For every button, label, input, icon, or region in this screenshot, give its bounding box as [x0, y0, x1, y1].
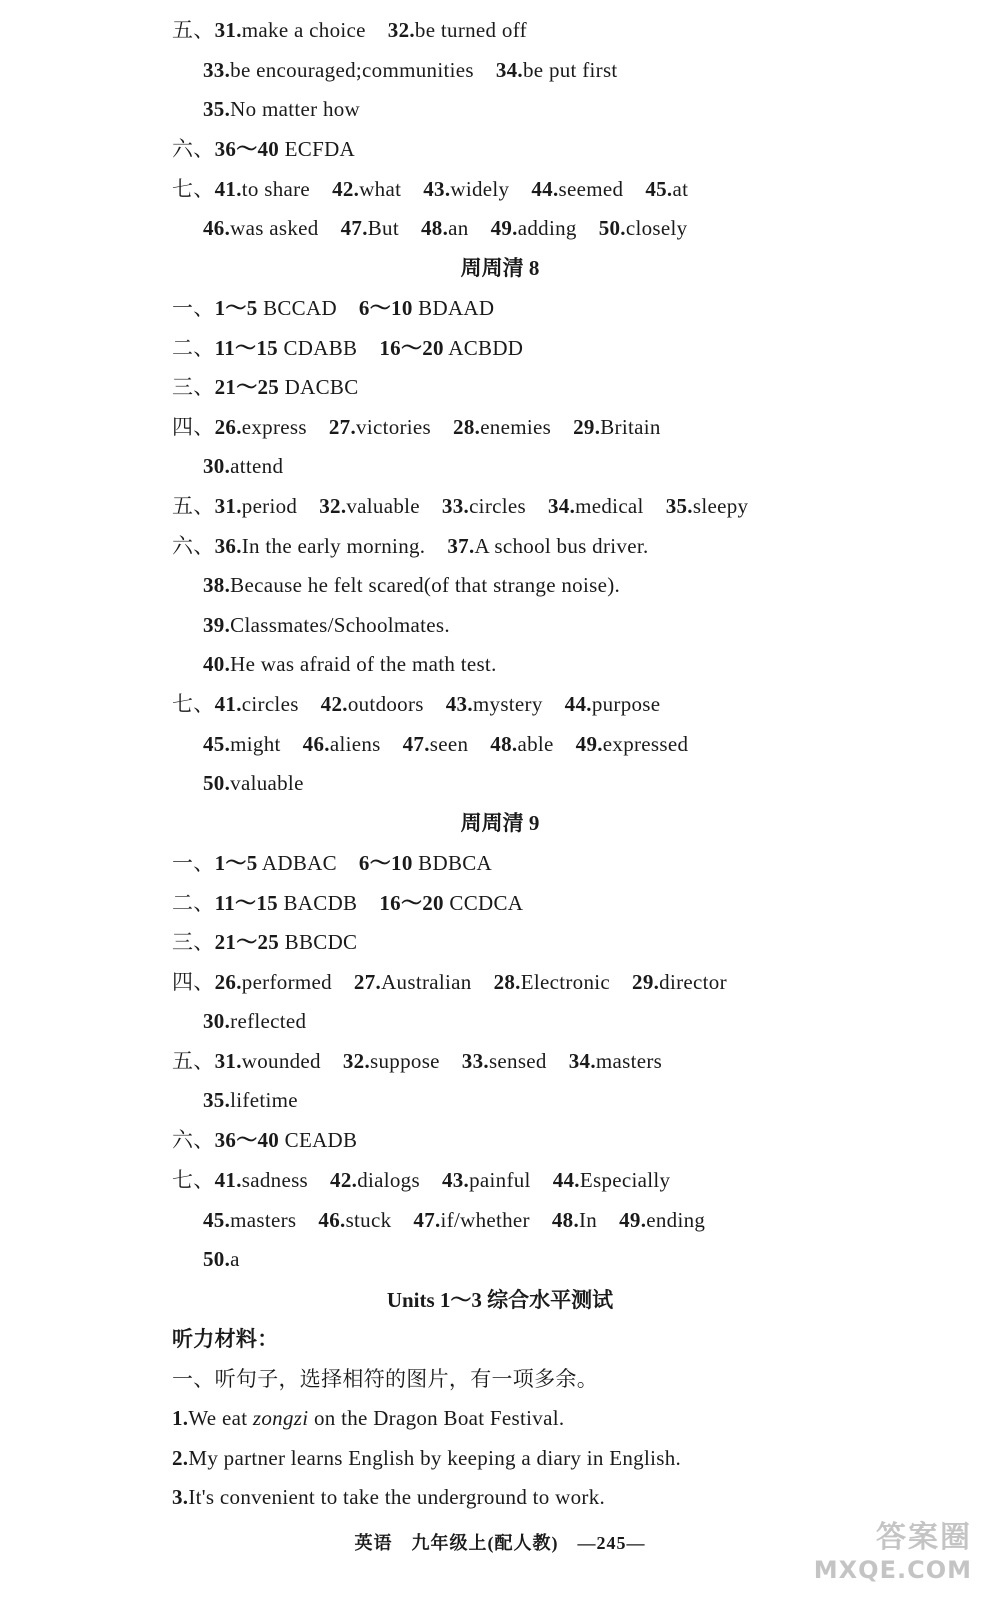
listening-label [172, 1324, 960, 1354]
answer-item [203, 570, 620, 600]
answer-text: express [241, 415, 307, 439]
answer-item [318, 1205, 391, 1235]
question-number: 50. [203, 1247, 231, 1271]
answer-item [203, 451, 283, 481]
question-section-prefix: 七、 [172, 1168, 215, 1192]
question-number: 44. [552, 1168, 580, 1192]
listening-sentence-1 [172, 1403, 960, 1433]
answer-text: adding [517, 216, 577, 240]
answer-text: painful [469, 1168, 531, 1192]
answer-line [172, 293, 960, 323]
question-number: 27. [353, 970, 382, 994]
listening-sentence-3 [172, 1482, 960, 1512]
question-number: 46. [318, 1208, 346, 1232]
answer-line [172, 491, 960, 521]
answer-item [666, 491, 749, 521]
answer-text: outdoors [347, 692, 424, 716]
answer-item [388, 15, 527, 45]
answer-text: BBCDC [279, 930, 358, 954]
question-number: 45. [645, 177, 673, 201]
sentence-text: on the Dragon Boat Festival. [308, 1406, 565, 1430]
answer-text: able [517, 732, 554, 756]
watermark-url: MXQE.COM [813, 1556, 972, 1584]
answer-text: ACBDD [443, 336, 524, 360]
answer-text: In [579, 1208, 598, 1232]
answer-line [203, 610, 960, 640]
answer-text: DACBC [279, 375, 359, 399]
answer-text: CEADB [279, 1128, 358, 1152]
answer-text: enemies [480, 415, 552, 439]
watermark-logo-text: 答案圈 [876, 1520, 972, 1555]
answer-item [573, 412, 661, 442]
answer-text: ECFDA [279, 137, 356, 161]
answer-line [203, 649, 960, 679]
answer-item [215, 531, 426, 561]
answer-item [332, 174, 401, 204]
question-number: 29. [632, 970, 660, 994]
answer-item [203, 213, 319, 243]
answer-text: wounded [241, 1049, 321, 1073]
answer-item [379, 888, 523, 918]
question-number: 44. [564, 692, 592, 716]
answer-item [453, 412, 551, 442]
answer-line [203, 1006, 960, 1036]
answer-item [462, 1046, 547, 1076]
question-number: 31. [214, 1049, 242, 1073]
answer-line [172, 888, 960, 918]
sentence-number: 2. [172, 1446, 189, 1470]
answer-text: director [659, 970, 727, 994]
answer-text: BACDB [277, 891, 358, 915]
answer-line [172, 1125, 960, 1155]
question-number: 30. [203, 1009, 231, 1033]
answer-item [215, 927, 358, 957]
answer-text: dialogs [357, 1168, 420, 1192]
answer-line [203, 1205, 960, 1235]
answer-text: CCDCA [443, 891, 524, 915]
answer-line [172, 689, 960, 719]
question-number: 1～5 [214, 296, 258, 320]
answer-text: reflected [230, 1009, 307, 1033]
answer-text: masters [595, 1049, 663, 1073]
question-number: 41. [214, 1168, 242, 1192]
answer-text: valuable [230, 771, 304, 795]
question-number: 45. [203, 1208, 231, 1232]
answer-line [172, 134, 960, 164]
answer-item [215, 1165, 308, 1195]
answer-item [548, 491, 644, 521]
answer-item [215, 15, 366, 45]
question-number: 35. [665, 494, 693, 518]
answer-text: suppose [370, 1049, 440, 1073]
answer-text: closely [625, 216, 688, 240]
answer-line [203, 768, 960, 798]
answer-item [215, 888, 358, 918]
listening-label-text: 听力材料： [172, 1327, 279, 1351]
answer-text: make a choice [241, 18, 366, 42]
answer-text: CDABB [277, 336, 358, 360]
question-number: 11～15 [214, 336, 278, 360]
answer-item [215, 372, 359, 402]
question-number: 42. [330, 1168, 358, 1192]
answer-text: circles [241, 692, 299, 716]
question-section-prefix: 六、 [172, 534, 215, 558]
question-number: 36. [214, 534, 242, 558]
question-number: 11～15 [214, 891, 278, 915]
question-number: 32. [342, 1049, 371, 1073]
answer-item [491, 213, 577, 243]
question-number: 32. [319, 494, 347, 518]
answer-text: an [448, 216, 469, 240]
question-number: 49. [619, 1208, 647, 1232]
question-number: 33. [461, 1049, 489, 1073]
question-number: 28. [493, 970, 521, 994]
answer-item [203, 729, 281, 759]
answer-line [172, 15, 960, 45]
answer-text: stuck [345, 1208, 392, 1232]
answer-item [203, 1006, 306, 1036]
sentence-number: 1. [172, 1406, 189, 1430]
answer-text: period [241, 494, 298, 518]
answer-text: circles [469, 494, 526, 518]
question-number: 34. [547, 494, 576, 518]
answer-text: was asked [230, 216, 319, 240]
question-number: 37. [447, 534, 475, 558]
answer-text: BCCAD [257, 296, 337, 320]
sentence-number: 3. [172, 1485, 189, 1509]
question-section-prefix: 二、 [172, 336, 215, 360]
section-instruction-text: 一、听句子，选择相符的图片，有一项多余。 [172, 1367, 598, 1391]
answer-item [565, 689, 661, 719]
answer-text: expressed [602, 732, 689, 756]
question-number: 31. [214, 494, 242, 518]
section-instruction [172, 1364, 960, 1394]
answer-text: aliens [329, 732, 381, 756]
answer-item [413, 1205, 529, 1235]
question-number: 33. [441, 494, 470, 518]
question-number: 1～5 [214, 851, 258, 875]
answer-item [632, 967, 727, 997]
answer-line [172, 927, 960, 957]
answer-text: to share [241, 177, 311, 201]
question-number: 49. [575, 732, 603, 756]
question-number: 36～40 [214, 1128, 280, 1152]
question-number: 26. [214, 970, 242, 994]
question-number: 49. [490, 216, 518, 240]
question-number: 40. [203, 652, 231, 676]
answer-item [421, 213, 469, 243]
section-heading-units: Units 1～3 综合水平测试 [386, 1288, 614, 1312]
answer-item [446, 689, 543, 719]
question-number: 47. [340, 216, 368, 240]
question-number: 39. [203, 613, 231, 637]
answer-text: But [367, 216, 399, 240]
section-heading-week8: 周周清 8 [460, 256, 540, 280]
question-number: 47. [413, 1208, 441, 1232]
answer-text: Electronic [520, 970, 611, 994]
sentence-text: It's convenient to take the underground to work. [188, 1485, 606, 1509]
answer-text: if/whether [440, 1208, 530, 1232]
question-number: 6～10 [358, 851, 413, 875]
answer-text: Britain [600, 415, 661, 439]
answer-item [329, 412, 431, 442]
answer-text: ADBAC [257, 851, 337, 875]
answer-text: BDAAD [412, 296, 495, 320]
answer-line [203, 451, 960, 481]
answer-item [203, 1205, 296, 1235]
answer-item [343, 1046, 440, 1076]
answer-item [215, 333, 358, 363]
question-number: 26. [214, 415, 242, 439]
answer-item [379, 333, 523, 363]
answer-text: widely [450, 177, 510, 201]
answer-item [203, 649, 497, 679]
answer-text: Especially [579, 1168, 671, 1192]
answer-item [203, 1085, 298, 1115]
answer-text: at [672, 177, 689, 201]
answer-text: mystery [472, 692, 543, 716]
answer-item [203, 94, 360, 124]
answer-text: be turned off [414, 18, 527, 42]
question-section-prefix: 六、 [172, 1128, 215, 1152]
question-section-prefix: 五、 [172, 494, 215, 518]
answer-item [215, 1046, 321, 1076]
answer-text: be put first [522, 58, 618, 82]
answer-item [645, 174, 688, 204]
question-number: 43. [423, 177, 451, 201]
site-watermark [814, 1512, 972, 1584]
answer-line [172, 333, 960, 363]
question-number: 42. [320, 692, 348, 716]
question-number: 34. [568, 1049, 596, 1073]
question-number: 21～25 [214, 375, 280, 399]
answer-text: sadness [241, 1168, 309, 1192]
question-number: 48. [421, 216, 449, 240]
question-section-prefix: 六、 [172, 137, 215, 161]
answer-item [442, 491, 526, 521]
answer-text: performed [241, 970, 332, 994]
answer-text: ending [646, 1208, 706, 1232]
question-section-prefix: 一、 [172, 851, 215, 875]
question-number: 42. [332, 177, 360, 201]
answer-text: victories [356, 415, 432, 439]
answer-item [359, 848, 492, 878]
question-section-prefix: 七、 [172, 177, 215, 201]
answer-text: BDBCA [412, 851, 493, 875]
answer-line [203, 729, 960, 759]
answer-text: No matter how [230, 97, 361, 121]
question-number: 34. [495, 58, 523, 82]
answer-line [203, 1244, 960, 1274]
answer-item [576, 729, 689, 759]
question-number: 28. [453, 415, 481, 439]
answer-item [215, 491, 298, 521]
answer-item [442, 1165, 531, 1195]
answer-item [215, 848, 337, 878]
question-number: 43. [441, 1168, 470, 1192]
answer-text: sleepy [692, 494, 749, 518]
question-number: 21～25 [214, 930, 280, 954]
question-number: 27. [328, 415, 357, 439]
answer-item [203, 768, 304, 798]
answer-item [215, 412, 307, 442]
answer-item [599, 213, 688, 243]
question-number: 35. [203, 97, 231, 121]
question-number: 6～10 [358, 296, 413, 320]
question-number: 45. [203, 732, 231, 756]
answer-item [494, 967, 610, 997]
answer-line [203, 94, 960, 124]
answer-line [203, 55, 960, 85]
answer-text: Because he felt scared(of that strange noise). [230, 573, 621, 597]
answer-item [447, 531, 648, 561]
answer-text: what [359, 177, 402, 201]
answer-item [552, 1205, 597, 1235]
question-number: 48. [551, 1208, 579, 1232]
answer-item [203, 1244, 240, 1274]
question-number: 29. [573, 415, 601, 439]
answer-line [172, 1046, 960, 1076]
sentence-text: My partner learns English by keeping a diary in English. [188, 1446, 682, 1470]
answer-line [172, 412, 960, 442]
question-number: 16～20 [379, 336, 444, 360]
answer-text: valuable [346, 494, 420, 518]
question-section-prefix: 四、 [172, 415, 215, 439]
page-footer: 英语 九年级上(配人教) —245— [354, 1533, 646, 1553]
question-number: 46. [203, 216, 231, 240]
answer-line [172, 848, 960, 878]
answer-line [172, 174, 960, 204]
answer-text: a [230, 1247, 240, 1271]
answer-item [215, 293, 337, 323]
answer-text: A school bus driver. [474, 534, 649, 558]
question-number: 44. [531, 177, 559, 201]
answer-text: seemed [558, 177, 624, 201]
answer-item [490, 729, 553, 759]
answer-text: might [230, 732, 281, 756]
answer-item [319, 491, 420, 521]
answer-text: Classmates/Schoolmates. [230, 613, 450, 637]
answer-text: In the early morning. [241, 534, 426, 558]
question-number: 43. [445, 692, 473, 716]
answer-item [553, 1165, 671, 1195]
question-number: 50. [598, 216, 626, 240]
question-section-prefix: 五、 [172, 18, 215, 42]
answer-item [321, 689, 424, 719]
question-section-prefix: 一、 [172, 296, 215, 320]
question-section-prefix: 五、 [172, 1049, 215, 1073]
answer-item [215, 174, 310, 204]
answer-line [172, 967, 960, 997]
answer-text: seen [429, 732, 469, 756]
answer-text: masters [230, 1208, 297, 1232]
sentence-text: We eat [188, 1406, 253, 1430]
question-number: 31. [214, 18, 242, 42]
answer-item [215, 967, 332, 997]
question-section-prefix: 二、 [172, 891, 215, 915]
answer-line [203, 570, 960, 600]
answer-line [172, 1165, 960, 1195]
question-section-prefix: 三、 [172, 375, 215, 399]
question-number: 33. [203, 58, 231, 82]
question-number: 46. [302, 732, 330, 756]
question-number: 50. [203, 771, 231, 795]
answer-item [303, 729, 381, 759]
section-heading-week9: 周周清 9 [460, 811, 540, 835]
answer-text: lifetime [230, 1088, 298, 1112]
answer-item [203, 55, 474, 85]
question-number: 38. [203, 573, 231, 597]
question-number: 30. [203, 454, 231, 478]
answer-text: medical [575, 494, 644, 518]
question-section-prefix: 七、 [172, 692, 215, 716]
question-number: 47. [402, 732, 430, 756]
answer-line [172, 531, 960, 561]
question-number: 36～40 [214, 137, 280, 161]
answer-item [330, 1165, 420, 1195]
answer-text: attend [230, 454, 284, 478]
question-number: 35. [203, 1088, 231, 1112]
question-number: 41. [214, 177, 242, 201]
question-number: 16～20 [379, 891, 444, 915]
question-number: 48. [490, 732, 518, 756]
question-number: 41. [214, 692, 242, 716]
answer-item [531, 174, 623, 204]
answer-line [203, 1085, 960, 1115]
question-number: 32. [387, 18, 415, 42]
answer-item [203, 610, 450, 640]
sentence-italic-word: zongzi [252, 1406, 309, 1430]
answer-text: Australian [381, 970, 472, 994]
answer-item [341, 213, 399, 243]
listening-sentence-2 [172, 1443, 960, 1473]
answer-text: purpose [591, 692, 661, 716]
answer-item [359, 293, 494, 323]
answer-item [354, 967, 472, 997]
answer-item [423, 174, 509, 204]
answer-item [403, 729, 469, 759]
question-section-prefix: 四、 [172, 970, 215, 994]
answer-text: sensed [488, 1049, 547, 1073]
answer-item [496, 55, 618, 85]
answer-item [619, 1205, 705, 1235]
answer-text: be encouraged;communities [230, 58, 474, 82]
answer-line [203, 213, 960, 243]
answer-text: He was afraid of the math test. [230, 652, 497, 676]
answer-item [215, 689, 299, 719]
answer-item [215, 1125, 358, 1155]
answer-item [569, 1046, 662, 1076]
answer-line [172, 372, 960, 402]
question-section-prefix: 三、 [172, 930, 215, 954]
answer-item [215, 134, 355, 164]
